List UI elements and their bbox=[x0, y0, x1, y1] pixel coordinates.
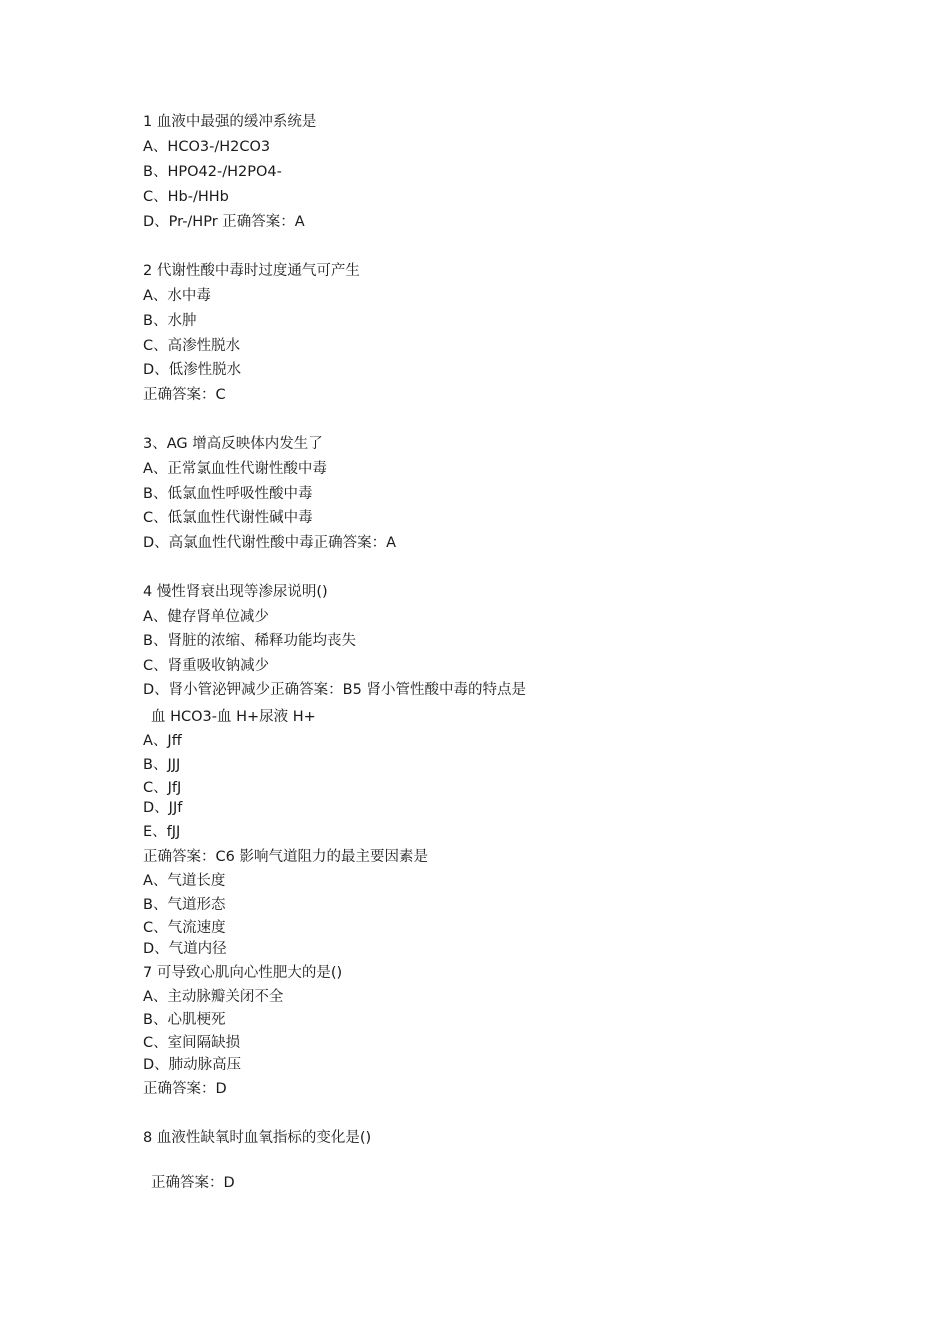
question-7-option-d: D、肺动脉高压 bbox=[143, 1057, 242, 1073]
question-2-option-d: D、低渗性脱水 bbox=[143, 362, 242, 378]
question-7-option-c: C、室间隔缺损 bbox=[143, 1035, 241, 1051]
question-3-option-b: B、低氯血性呼吸性酸中毒 bbox=[143, 486, 313, 502]
question-4-option-c: C、肾重吸收钠减少 bbox=[143, 658, 270, 674]
question-6-option-b: B、气道形态 bbox=[143, 897, 226, 913]
question-4-option-d: D、肾小管泌钾减少正确答案：B5 肾小管性酸中毒的特点是 bbox=[143, 682, 526, 698]
question-5-option-c: C、JfJ bbox=[143, 780, 182, 796]
question-2-answer: 正确答案：C bbox=[143, 387, 226, 403]
question-8-stem: 8 血液性缺氧时血氧指标的变化是() bbox=[143, 1130, 372, 1146]
question-5-option-b: B、JJJ bbox=[143, 757, 181, 773]
question-5-option-a: A、Jff bbox=[143, 733, 182, 749]
question-6-option-d: D、气道内径 bbox=[143, 941, 227, 957]
question-6-option-a: A、气道长度 bbox=[143, 873, 226, 889]
question-5-option-d: D、JJf bbox=[143, 800, 183, 816]
question-2-option-a: A、水中毒 bbox=[143, 288, 211, 304]
question-2-option-b: B、水肿 bbox=[143, 313, 197, 329]
question-4-option-a: A、健存肾单位减少 bbox=[143, 609, 269, 625]
question-5-answer: 正确答案：C6 影响气道阻力的最主要因素是 bbox=[143, 849, 428, 865]
question-7-option-a: A、主动脉瓣关闭不全 bbox=[143, 989, 284, 1005]
question-1-option-d: D、Pr-/HPr 正确答案：A bbox=[143, 214, 305, 230]
question-6-option-c: C、气流速度 bbox=[143, 920, 226, 936]
question-7-stem: 7 可导致心肌向心性肥大的是() bbox=[143, 965, 343, 981]
question-1-stem: 1 血液中最强的缓冲系统是 bbox=[143, 114, 317, 130]
question-8-answer: 正确答案：D bbox=[151, 1175, 235, 1191]
question-5-header: 血 HCO3-血 H+尿液 H+ bbox=[151, 709, 316, 725]
question-2-stem: 2 代谢性酸中毒时过度通气可产生 bbox=[143, 263, 360, 279]
question-3-option-a: A、正常氯血性代谢性酸中毒 bbox=[143, 461, 327, 477]
question-7-answer: 正确答案：D bbox=[143, 1081, 227, 1097]
question-1-option-a: A、HCO3-/H2CO3 bbox=[143, 139, 271, 155]
question-1-option-c: C、Hb-/HHb bbox=[143, 189, 229, 205]
question-7-option-b: B、心肌梗死 bbox=[143, 1012, 226, 1028]
question-3-option-d: D、高氯血性代谢性酸中毒正确答案：A bbox=[143, 535, 397, 551]
question-4-option-b: B、肾脏的浓缩、稀释功能均丧失 bbox=[143, 633, 356, 649]
question-3-stem: 3、AG 增高反映体内发生了 bbox=[143, 436, 323, 452]
question-2-option-c: C、高渗性脱水 bbox=[143, 338, 241, 354]
question-3-option-c: C、低氯血性代谢性碱中毒 bbox=[143, 510, 313, 526]
question-4-stem: 4 慢性肾衰出现等渗尿说明() bbox=[143, 584, 328, 600]
question-1-option-b: B、HPO42-/H2PO4- bbox=[143, 164, 282, 180]
question-5-option-e: E、fJJ bbox=[143, 824, 181, 840]
